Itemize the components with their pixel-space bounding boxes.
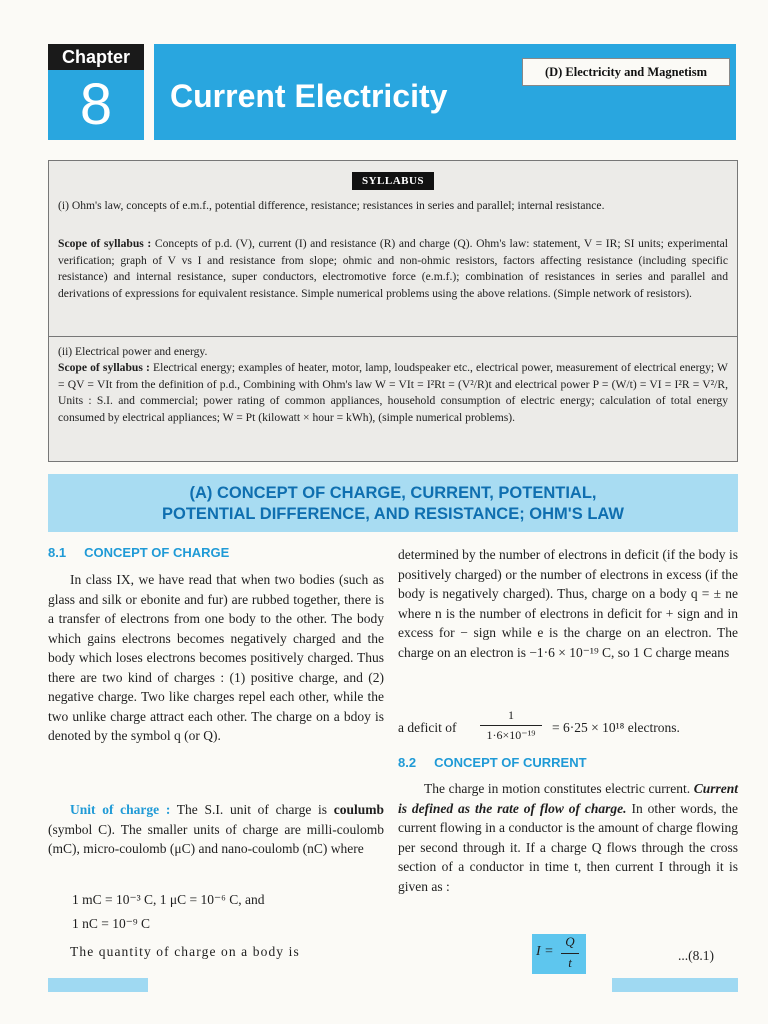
heading-8-2: 8.2 CONCEPT OF CURRENT (398, 755, 587, 770)
scope-text: Electrical energy; examples of heater, motor, lamp, loudspeaker etc., electrical power, measurement of electrical energy; W = QV = VIt from the definition of p.d., Combining with Ohm's law W = VIt = I²Rt = (V²/R)t and electrical power P = (W/t) = VI = I²R = V²/R, Units : S.I. and commercial; power rating of common appliances, household consumption of electric energy; calculation of total energy consumed by electrical appliances; W = Pt (kilowatt × hour = kWh), (simple numerical problems). (58, 361, 728, 424)
paragraph-charge: In class IX, we have read that when two bodies (such as glass and silk or ebonite and fur) are rubbed together, there is a transfer of electrons from one body to the other. The body which gains electrons becomes negatively charged and the body which loses electrons becomes positively charged. Thus there are two kind of charges : (1) positive charge, and (2) negative charge. Two like charges repel each other, while the two unlike charge attract each other. The charge on a bdoy is denoted by the symbol q (or Q). (48, 572, 384, 743)
scope-text: Concepts of p.d. (V), current (I) and resistance (R) and charge (Q). Ohm's law: statement, V = IR; SI units; experimental verification; graph of V vs I and resistance from slope; ohmic and non-ohmic resistors, factors affecting resistance (including specific resistance) and internal resistance, super conductors, electromotive force (e.m.f.); combination of resistances in series and parallel and derivations of expressions for equivalent resistance. Simple numerical problems using the above relations. (Simple network of resistors). (58, 237, 728, 300)
section-a-line2: POTENTIAL DIFFERENCE, AND RESISTANCE; OHM'S LAW (162, 505, 624, 523)
syllabus-part1-topics: (i) Ohm's law, concepts of e.m.f., potential difference, resistance; resistances in series and parallel; internal resistance. (58, 199, 605, 212)
paragraph-quantity: The quantity of charge on a body is (70, 944, 300, 959)
paragraph-deficit: determined by the number of electrons in deficit (if the body is positively charged) or the number of electrons in excess (if the body is negatively charged). Thus, charge on a body q = ± ne where n is the number of electrons in deficit for + sign and in excess for − sign while e is the charge on an electron. The charge on an electron is −1·6 × 10⁻¹⁹ C, so 1 C charge means (398, 547, 738, 660)
current-text-b: In other words, the current flowing in a conductor is the amount of charge flowing per second through it. If a charge Q flows through the cross section of a conductor in time t, then current I through it is given as : (398, 800, 738, 894)
equation-number: ...(8.1) (678, 948, 714, 963)
fraction-line (480, 725, 542, 726)
deficit-prefix: a deficit of (398, 720, 457, 735)
formula-denominator: t (568, 955, 572, 970)
unit-label: Unit of charge : (70, 802, 171, 817)
equation-units-1: 1 mC = 10⁻³ C, 1 μC = 10⁻⁶ C, and (72, 892, 265, 907)
fraction-denominator: 1·6×10⁻¹⁹ (486, 728, 536, 742)
scope-label: Scope of syllabus : (58, 237, 152, 250)
current-text-a: The charge in motion constitutes electric current. (424, 781, 694, 796)
unit-text-1: The S.I. unit of charge is (170, 802, 334, 817)
formula-fraction-line (561, 953, 579, 954)
unit-text-2: (symbol C). The smaller units of charge are milli-coulomb (mC), micro-coulomb (μC) and nano-coulomb (nC) where (48, 821, 384, 856)
chapter-number: 8 (48, 70, 144, 140)
fraction-numerator: 1 (508, 708, 514, 722)
scope-label: Scope of syllabus : (58, 361, 150, 374)
footer-bar-right (612, 978, 738, 992)
deficit-suffix: = 6·25 × 10¹⁸ electrons. (552, 720, 680, 735)
formula-lhs: I = (536, 944, 554, 959)
paragraph-unit-of-charge (48, 800, 384, 859)
section-tag: (D) Electricity and Magnetism (522, 58, 730, 86)
chapter-title: Current Electricity (170, 78, 448, 114)
syllabus-part2-topics: (ii) Electrical power and energy. (58, 345, 208, 358)
chapter-label: Chapter (48, 44, 144, 70)
footer-bar-left (48, 978, 148, 992)
unit-bold: coulumb (333, 802, 384, 817)
paragraph-current (398, 779, 738, 896)
syllabus-part1-scope (58, 236, 728, 302)
syllabus-divider (48, 336, 738, 337)
syllabus-tag: SYLLABUS (352, 172, 434, 190)
section-a-line1: (A) CONCEPT OF CHARGE, CURRENT, POTENTIAL, (189, 484, 597, 502)
formula-numerator: Q (565, 934, 575, 949)
heading-8-1: 8.1 CONCEPT OF CHARGE (48, 545, 230, 560)
current-definition: Current is defined as the rate of flow of charge. (398, 781, 738, 816)
equation-units-2: 1 nC = 10⁻⁹ C (72, 916, 150, 931)
syllabus-part2-scope (58, 360, 728, 426)
